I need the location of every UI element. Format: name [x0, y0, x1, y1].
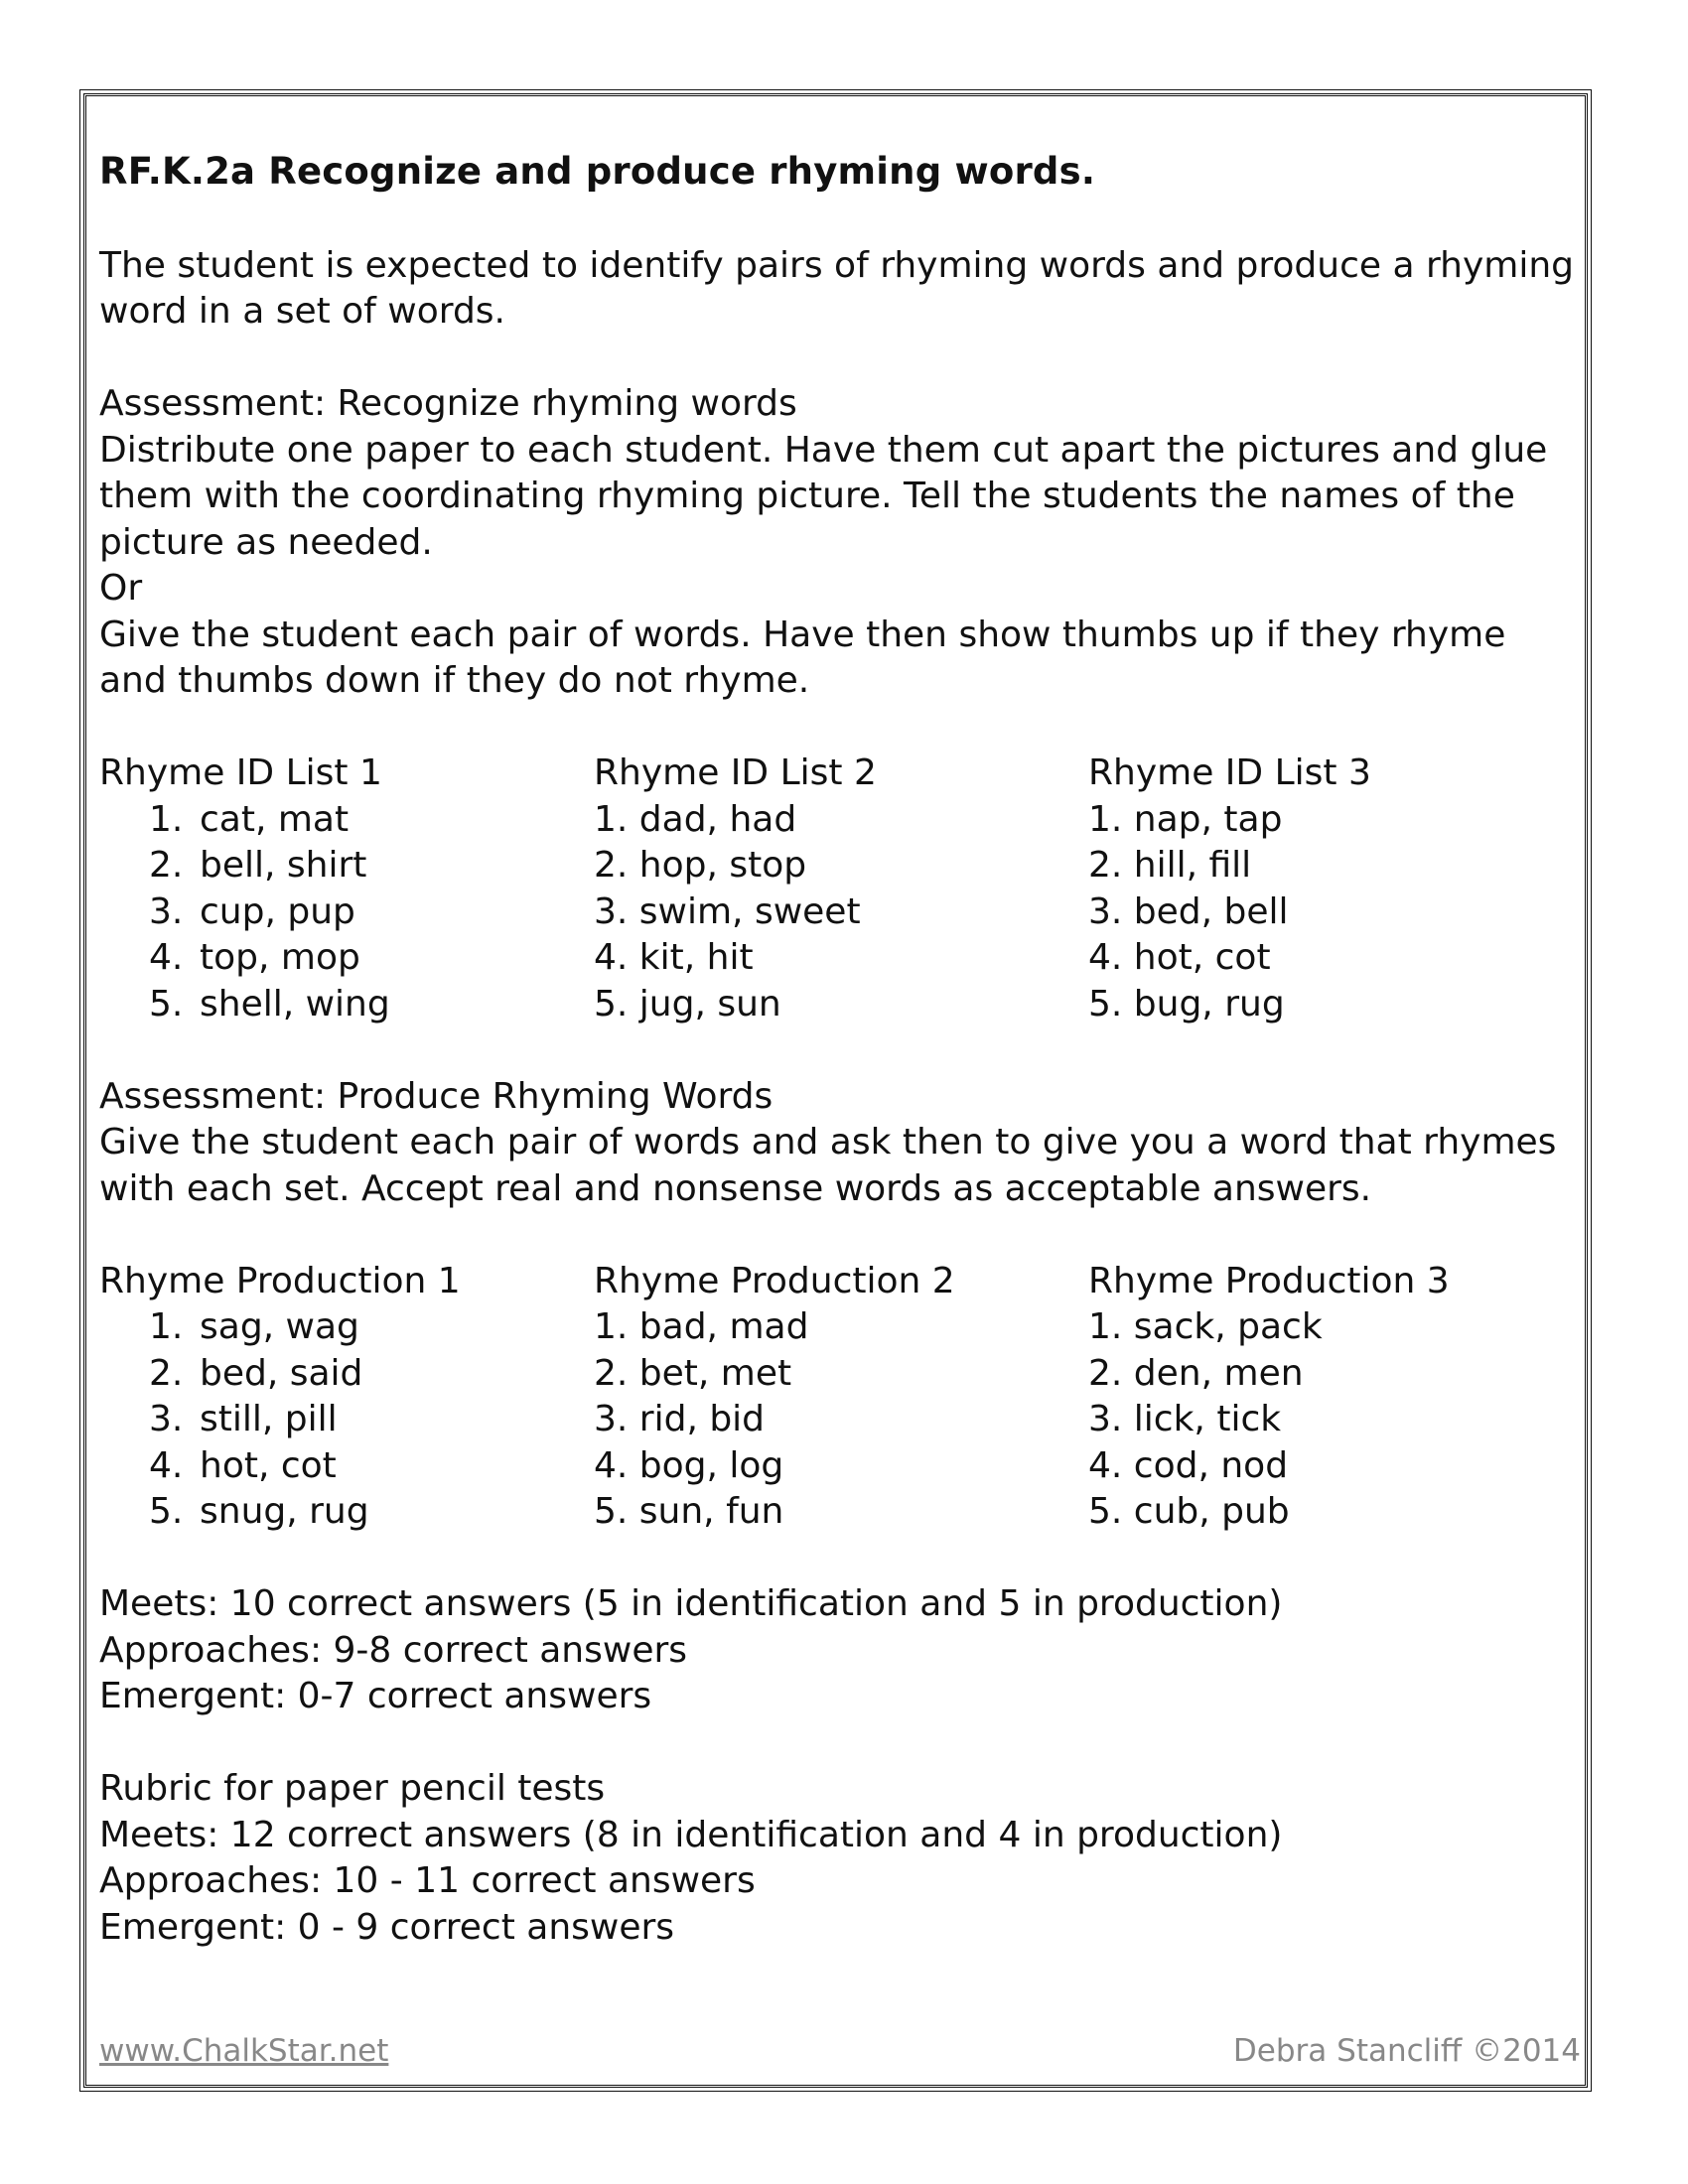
- list-heading: Rhyme ID List 1: [99, 752, 382, 793]
- list-item: 2. bet, met: [594, 1352, 792, 1394]
- list-item: 3. rid, bid: [594, 1399, 766, 1439]
- list-item: 3. cup, pup: [149, 890, 355, 932]
- scoring-line: Emergent: 0-7 correct answers: [99, 1676, 652, 1716]
- list-item: 5. bug, rug: [1088, 983, 1285, 1024]
- list-item: 2. hop, stop: [594, 845, 807, 886]
- list-item: 1. sack, pack: [1088, 1306, 1323, 1347]
- assessment1-line: Give the student each pair of words. Have then show thumbs up if they rhyme: [99, 614, 1506, 655]
- list-item: 2. den, men: [1088, 1352, 1304, 1394]
- assessment1-line: them with the coordinating rhyming picture. Tell the students the names of the: [99, 476, 1515, 516]
- website-link[interactable]: www.ChalkStar.net: [99, 2033, 389, 2069]
- list-item: 5. shell, wing: [149, 983, 390, 1024]
- list-item: 4. hot, cot: [149, 1444, 337, 1486]
- rubric-line: Emergent: 0 - 9 correct answers: [99, 1906, 675, 1948]
- list-item: 2. bell, shirt: [149, 845, 367, 886]
- list-item: 3. bed, bell: [1088, 890, 1289, 932]
- list-item: 4. bog, log: [594, 1444, 784, 1486]
- list-item: 1. sag, wag: [149, 1306, 359, 1347]
- assessment1-line: picture as needed.: [99, 521, 433, 563]
- rhyme-id-list-1: [99, 751, 594, 1027]
- list-item: 4. top, mop: [149, 937, 360, 978]
- list-item: 2. bed, said: [149, 1352, 363, 1394]
- rhyme-id-list-2: [594, 751, 1088, 1027]
- scoring-line: Meets: 10 correct answers (5 in identification and 5 in production): [99, 1583, 1283, 1624]
- list-item: 3. still, pill: [149, 1399, 338, 1439]
- list-item: 5. jug, sun: [594, 983, 781, 1024]
- rhyme-production-lists: [99, 1259, 1584, 1536]
- assessment2-heading: Assessment: Produce Rhyming Words: [99, 1075, 774, 1117]
- assessment2-line: with each set. Accept real and nonsense words as acceptable answers.: [99, 1167, 1372, 1209]
- list-heading: Rhyme Production 2: [594, 1260, 955, 1301]
- list-item: 3. swim, sweet: [594, 890, 861, 932]
- assessment2-line: Give the student each pair of words and ask then to give you a word that rhymes: [99, 1122, 1557, 1162]
- list-heading: Rhyme ID List 2: [594, 752, 877, 793]
- list-item: 5. sun, fun: [594, 1491, 784, 1532]
- list-item: 1. nap, tap: [1088, 798, 1283, 840]
- author-credit: Debra Stancliff ©2014: [1232, 2033, 1581, 2069]
- list-item: 5. snug, rug: [149, 1491, 369, 1532]
- intro-line: word in a set of words.: [99, 291, 505, 332]
- intro-line: The student is expected to identify pairs of rhyming words and produce a rhyming: [99, 244, 1574, 286]
- list-item: 1. bad, mad: [594, 1306, 809, 1347]
- list-item: 4. hot, cot: [1088, 937, 1271, 978]
- list-item: 5. cub, pub: [1088, 1491, 1290, 1532]
- rhyme-production-1: [99, 1259, 594, 1536]
- list-heading: Rhyme ID List 3: [1088, 752, 1371, 793]
- list-item: 1. dad, had: [594, 798, 797, 840]
- rhyme-production-3: [1088, 1259, 1583, 1536]
- rhyme-production-2: [594, 1259, 1088, 1536]
- list-item: 4. cod, nod: [1088, 1444, 1289, 1486]
- rubric-line: Meets: 12 correct answers (8 in identification and 4 in production): [99, 1814, 1283, 1855]
- rhyme-id-list-3: [1088, 751, 1583, 1027]
- document-body: [99, 147, 1584, 1951]
- list-item: 3. lick, tick: [1088, 1399, 1282, 1439]
- list-item: 1. cat, mat: [149, 798, 350, 840]
- rubric-heading: Rubric for paper pencil tests: [99, 1768, 606, 1809]
- list-heading: Rhyme Production 3: [1088, 1260, 1450, 1301]
- rubric-line: Approaches: 10 - 11 correct answers: [99, 1860, 756, 1901]
- list-item: 2. hill, fill: [1088, 845, 1252, 886]
- assessment1-heading: Assessment: Recognize rhyming words: [99, 383, 797, 424]
- page-title: RF.K.2a Recognize and produce rhyming words.: [99, 150, 1096, 193]
- list-item: 4. kit, hit: [594, 937, 754, 978]
- assessment1-line: and thumbs down if they do not rhyme.: [99, 660, 810, 701]
- assessment1-line: Distribute one paper to each student. Have them cut apart the pictures and glue: [99, 429, 1548, 471]
- rhyme-id-lists: [99, 751, 1584, 1027]
- scoring-line: Approaches: 9-8 correct answers: [99, 1629, 688, 1671]
- list-heading: Rhyme Production 1: [99, 1260, 461, 1301]
- assessment1-line: Or: [99, 568, 143, 609]
